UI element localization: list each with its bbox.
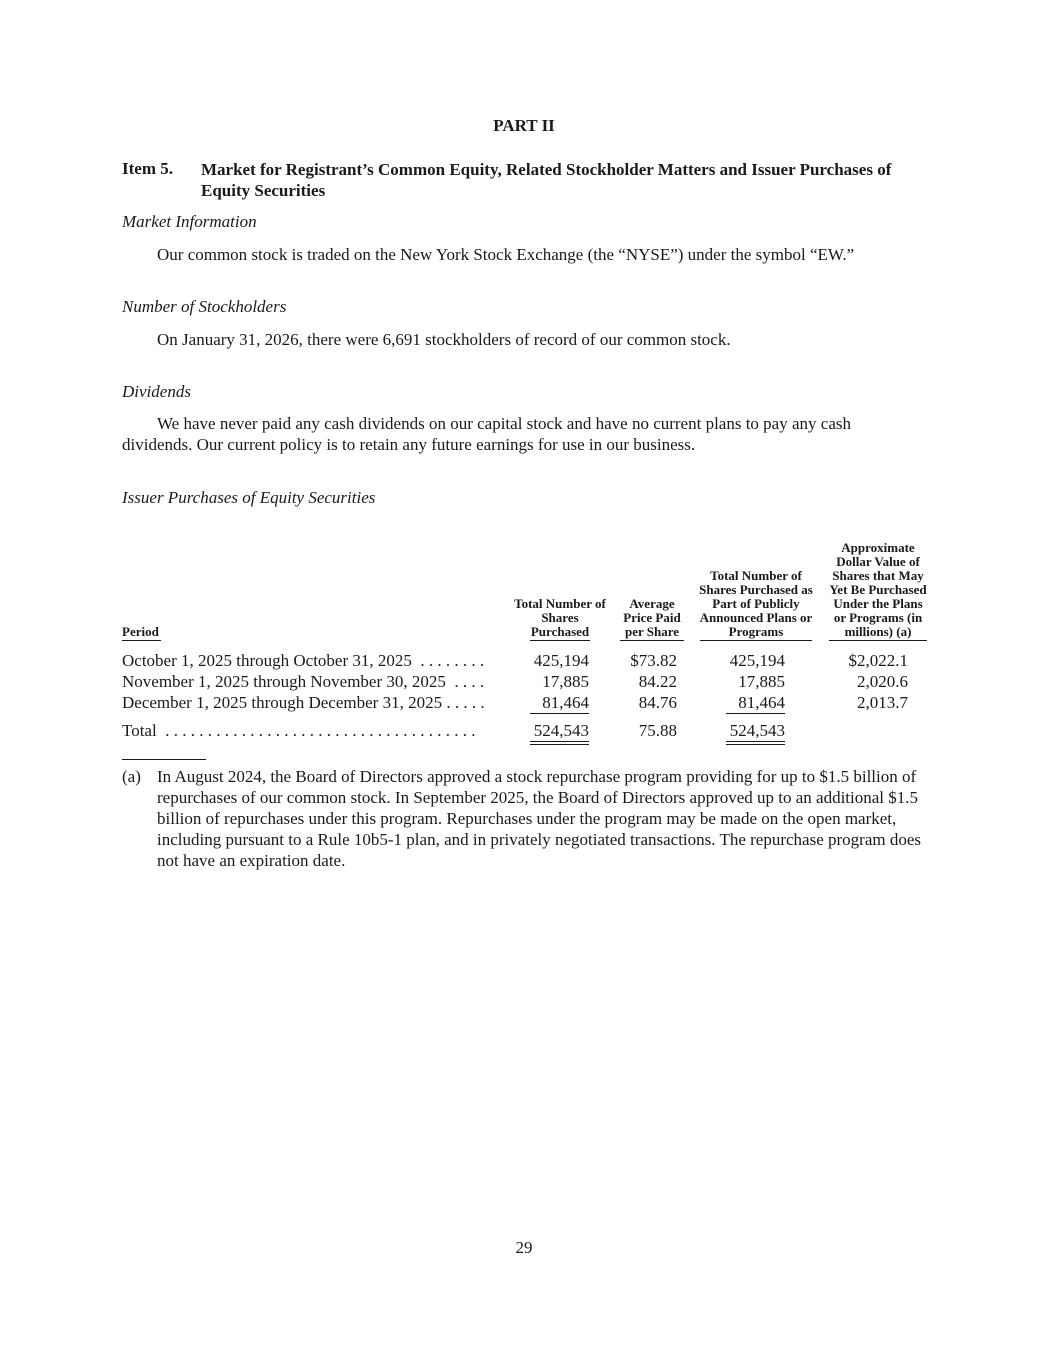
cell-total-shares: 81,464 [542, 693, 589, 712]
cell-avg-price: 84.22 [638, 672, 677, 691]
table-row-period: December 1, 2025 through December 31, 2025 . . . . . [122, 693, 485, 712]
dividends-heading: Dividends [122, 382, 191, 401]
header-rule-total-shares [530, 640, 590, 641]
footnote-label: (a) [122, 767, 141, 786]
repurchases-heading: Issuer Purchases of Equity Securities [122, 488, 376, 507]
header-rule-avg-price [620, 640, 684, 641]
cell-total-plan-total: 524,543 [729, 721, 785, 740]
market-info-text: Our common stock is traded on the New York Stock Exchange (the “NYSE”) under the symbol “EW.” [157, 245, 855, 264]
market-info-heading: Market Information [122, 212, 257, 231]
table-row-total-label: Total . . . . . . . . . . . . . . . . . . . . . . . . . . . . . . . . . . . . . [122, 721, 476, 740]
item-number: Item 5. [122, 159, 173, 178]
footnote-separator [122, 759, 206, 760]
total-double-rule-d [726, 744, 785, 745]
part-heading: PART II [493, 116, 555, 135]
dividends-text: We have never paid any cash dividends on our capital stock and have no current plans to pay any cash dividends. Our current policy is to retain any future earnings for use in our business. [122, 414, 851, 454]
cell-total-plan: 81,464 [738, 693, 785, 712]
stockholders-heading: Number of Stockholders [122, 297, 287, 316]
subtotal-rule-total-plan [726, 713, 785, 714]
cell-avg-price: 84.76 [638, 693, 677, 712]
stockholders-paragraph [122, 329, 922, 350]
total-double-rule-a [530, 741, 589, 742]
item-title: Market for Registrant’s Common Equity, Related Stockholder Matters and Issuer Purchases of Equity Securities [201, 160, 892, 200]
cell-approx-value: 2,013.7 [857, 693, 908, 712]
page-number: 29 [515, 1238, 533, 1257]
cell-avg-price: $73.82 [630, 651, 677, 670]
cell-total-shares: 17,885 [542, 672, 589, 691]
cell-total-plan: 425,194 [729, 651, 785, 670]
stockholders-text: On January 31, 2026, there were 6,691 stockholders of record of our common stock. [157, 330, 731, 349]
header-rule-approx-value [829, 640, 927, 641]
cell-approx-value: 2,020.6 [857, 672, 908, 691]
table-row-period: November 1, 2025 through November 30, 2025 . . . . [122, 672, 485, 691]
header-rule-total-plan [700, 640, 812, 641]
market-info-paragraph [122, 244, 922, 265]
dividends-paragraph [122, 413, 892, 455]
col-header-total-shares: Total Number of Shares Purchased [514, 596, 606, 639]
cell-total-shares: 425,194 [533, 651, 589, 670]
cell-total-plan: 17,885 [738, 672, 785, 691]
col-header-period: Period [122, 624, 159, 639]
subtotal-rule-total-shares [530, 713, 589, 714]
table-row-period: October 1, 2025 through October 31, 2025 . . . . . . . . [122, 651, 485, 670]
col-header-total-plan: Total Number of Shares Purchased as Part of Publicly Announced Plans or Programs [699, 568, 813, 639]
header-rule-period [122, 640, 161, 641]
footnote-text: In August 2024, the Board of Directors approved a stock repurchase program providing for up to $1.5 billion of repurchases of our common stock. In September 2025, the Board of Directors approved up to an additional $1.5 billion of repurchases under this program. Repurchases under the program may be made on the open market, including pursuant to a Rule 10b5-1 plan, and in privately negotiated transactions. The repurchase program does not have an expiration date. [157, 767, 922, 870]
col-header-approx-value: Approximate Dollar Value of Shares that May Yet Be Purchased Under the Plans or Programs (in millions) (a) [829, 540, 927, 639]
col-header-avg-price: Average Price Paid per Share [623, 596, 681, 639]
cell-avg-price-total: 75.88 [638, 721, 677, 740]
total-double-rule-c [726, 741, 785, 742]
cell-total-shares-total: 524,543 [533, 721, 589, 740]
total-double-rule-b [530, 744, 589, 745]
cell-approx-value: $2,022.1 [848, 651, 908, 670]
